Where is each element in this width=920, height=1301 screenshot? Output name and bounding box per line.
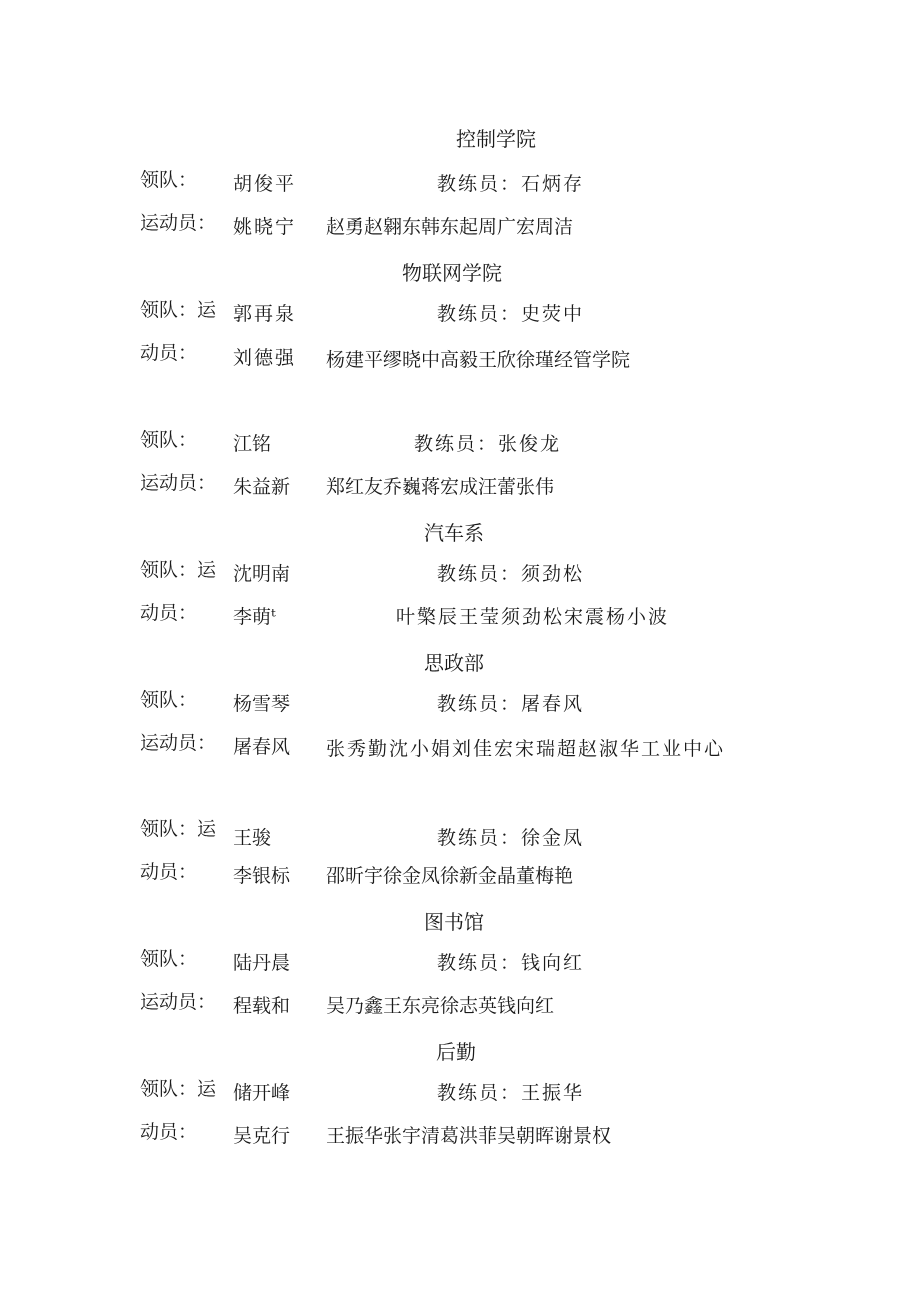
athlete-label: 动员： (140, 602, 198, 624)
leader-name: 江铭 (233, 433, 272, 455)
leader-name: 杨雪琴 (233, 693, 291, 715)
section-title: 后勤 (436, 1040, 476, 1064)
leader-label: 领队： (140, 169, 198, 191)
coach-line: 教练员：张俊龙 (414, 433, 562, 455)
section-title: 控制学院 (456, 127, 536, 151)
athlete-first: 李银标 (233, 865, 291, 887)
athlete-label: 运动员： (140, 212, 217, 234)
athlete-list: 吴乃鑫王东亮徐志英钱向红 (326, 995, 555, 1017)
athlete-label: 运动员： (140, 991, 217, 1013)
coach-line: 教练员：屠春风 (437, 693, 585, 715)
leader-label: 领队： (140, 429, 198, 451)
section-title: 汽车系 (424, 521, 484, 545)
athlete-label: 运动员： (140, 732, 217, 754)
leader-label: 领队：运 (140, 818, 217, 840)
coach-line: 教练员：王振华 (437, 1082, 585, 1104)
section-title: 物联网学院 (402, 261, 502, 285)
section-title: 图书馆 (424, 910, 484, 934)
leader-label: 领队：运 (140, 1078, 217, 1100)
athlete-label: 动员： (140, 861, 198, 883)
athlete-list: 杨建平缪晓中高毅王欣徐瑾经管学院 (326, 349, 631, 371)
leader-name: 郭再泉 (233, 303, 297, 325)
leader-label: 领队： (140, 948, 198, 970)
athlete-list: 郑红友乔巍蒋宏成汪蕾张伟 (326, 476, 555, 498)
leader-name: 储开峰 (233, 1082, 291, 1104)
athlete-first: 姚晓宁 (233, 216, 297, 238)
leader-name: 陆丹晨 (233, 952, 291, 974)
athlete-first: 刘德强 (233, 347, 297, 369)
leader-label: 领队：运 (140, 559, 217, 581)
coach-line: 教练员：石炳存 (437, 173, 585, 195)
athlete-label: 运动员： (140, 472, 217, 494)
athlete-first: 程载和 (233, 995, 291, 1017)
athlete-first: 李萌ᵗ (233, 606, 276, 628)
athlete-label: 动员： (140, 1121, 198, 1143)
coach-line: 教练员：史荧中 (437, 303, 585, 325)
leader-name: 王骏 (233, 827, 272, 849)
leader-label: 领队：运 (140, 299, 217, 321)
section-title: 思政部 (424, 651, 484, 675)
athlete-list: 王振华张宇清葛洪菲吴朝晖谢景权 (326, 1125, 612, 1147)
leader-name: 沈明南 (233, 563, 291, 585)
athlete-first: 屠春风 (233, 736, 291, 758)
coach-line: 教练员：钱向红 (437, 952, 585, 974)
leader-name: 胡俊平 (233, 173, 297, 195)
athlete-list: 赵勇赵翱东韩东起周广宏周洁 (326, 216, 574, 238)
leader-label: 领队： (140, 689, 198, 711)
athlete-label: 动员： (140, 342, 198, 364)
athlete-list: 叶檠辰王莹须劲松宋震杨小波 (396, 606, 670, 628)
coach-line: 教练员：须劲松 (437, 563, 585, 585)
athlete-list: 张秀勤沈小娟刘佳宏宋瑞超赵淑华工业中心 (326, 738, 726, 760)
athlete-first: 朱益新 (233, 476, 291, 498)
coach-line: 教练员：徐金凤 (437, 827, 585, 849)
athlete-first: 吴克行 (233, 1125, 291, 1147)
athlete-list: 邵昕宇徐金凤徐新金晶董梅艳 (326, 865, 574, 887)
